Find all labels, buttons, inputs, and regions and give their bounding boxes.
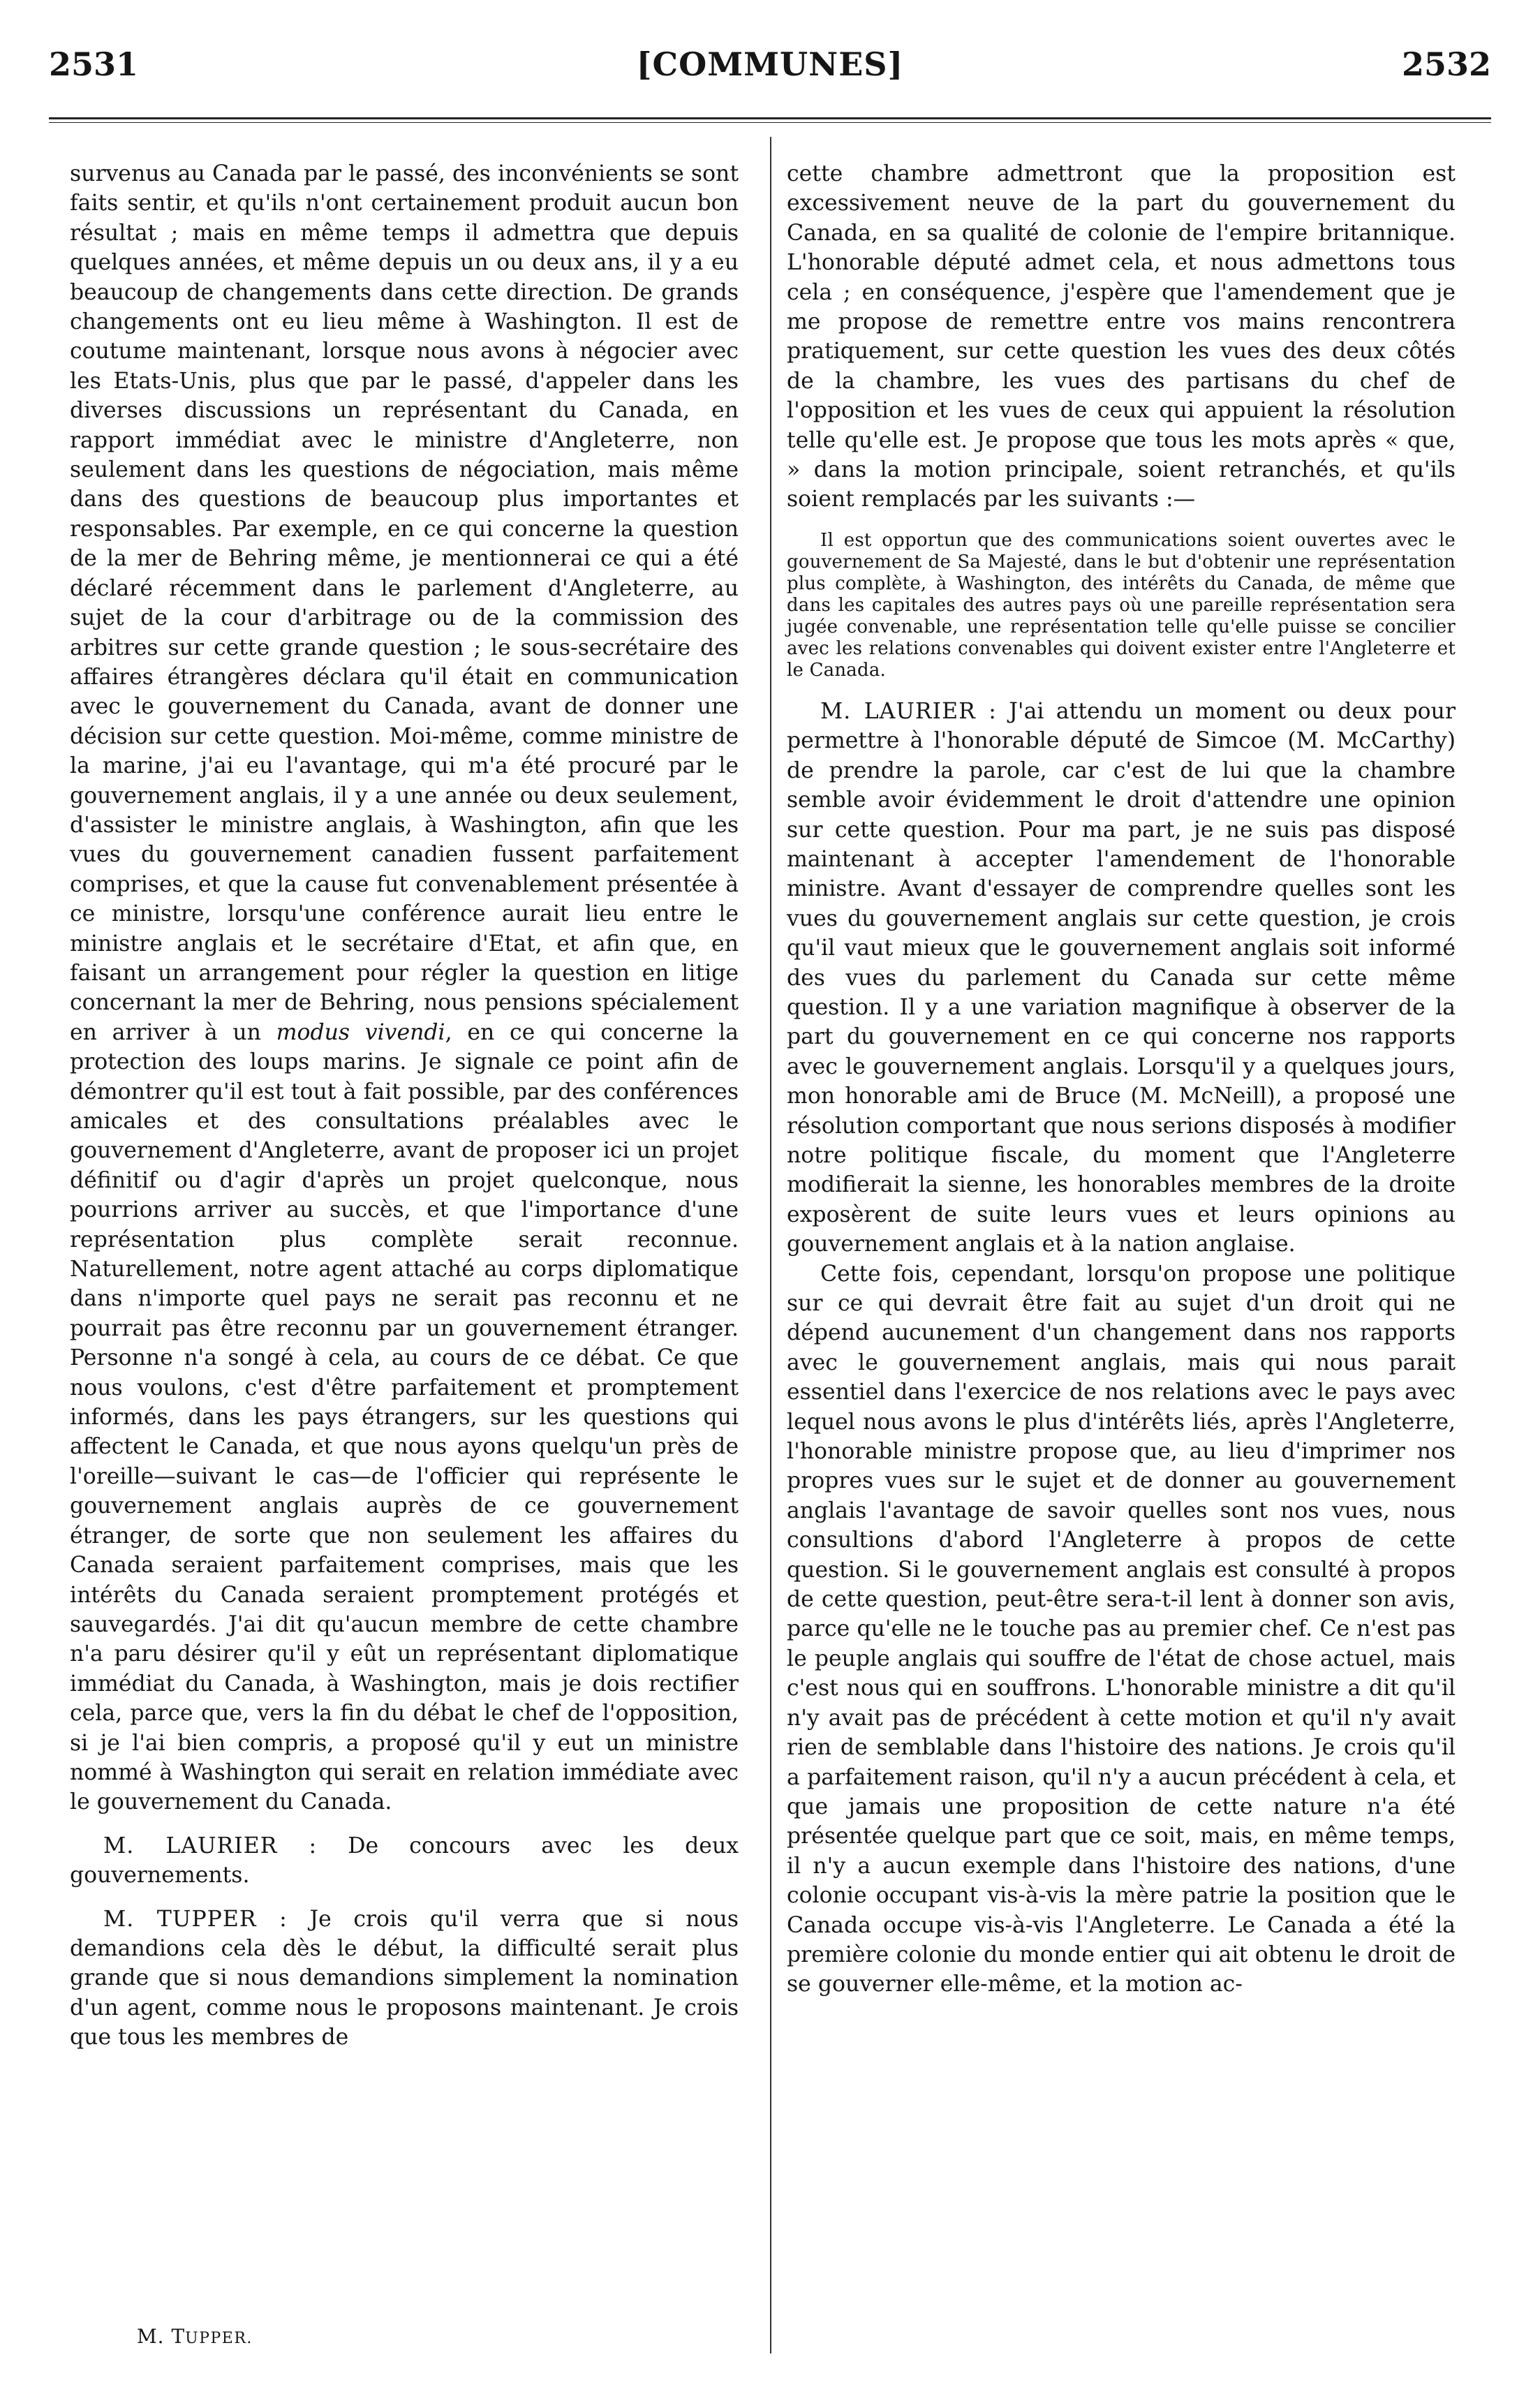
speech-text: J'ai attendu un moment ou deux pour permettre à l'honorable député de Simcoe (M. McCarthy) de prendre la parole, car c'est de lui que la chambre semble avoir évidemment le droit d'attendre une opinion sur cette question. Pour ma part, je ne suis pas disposé maintenant à accepter l'amendement de l'honorable ministre. Avant d'essayer de comprendre quelles sont les vues du gouvernement anglais sur cette question, je crois qu'il vaut mieux que le gouvernement anglais soit informé des vues du parlement du Canada sur cette même question. Il y a une variation magnifique à observer de la part du gouvernement en ce qui concerne nos rapports avec le gouvernement anglais. Lorsqu'il y a quelques jours, mon honorable ami de Bruce (M. McNeill), a proposé une résolution comportant que nous serions disposés à modifier notre politique fiscale, du moment que l'Angleterre modifierait la sienne, les honorables membres de la droite exposèrent de suite leurs vues et leurs opinions au gouvernement anglais et à la nation anglaise. — [787, 698, 1456, 1257]
speaker-name: M. LAURIER : — [820, 698, 997, 724]
page-header — [49, 36, 1491, 92]
speaker-name: M. LAURIER : — [103, 1833, 318, 1858]
speech-text: Je crois qu'il verra que si nous demandions cela dès le début, la difficulté serait plus grande que si nous demandions simplement la nomination d'un agent, comme nous le proposons maintenant. Je crois que tous les membres de — [70, 1906, 739, 2050]
paragraph — [70, 159, 739, 1817]
right-column — [787, 159, 1456, 2000]
speech-text: De concours avec les deux gouvernements. — [70, 1833, 739, 1889]
speaker-signature — [137, 2325, 253, 2348]
italic-phrase: modus vivendi — [276, 1019, 445, 1045]
paragraph: cette chambre admettront que la proposition est excessivement neuve de la part du gouvernement du Canada, en sa qualité de colonie de l'empire britannique. L'honorable député admet cela, et nous admettons tous cela ; en conséquence, j'espère que l'amendement que je me propose de remettre entre vos mains rencontrera pratiquement, sur cette question les vues des deux côtés de la chambre, les vues des partisans du chef de l'opposition et les vues de ceux qui appuient la résolution telle qu'elle est. Je propose que tous les mots après « que, » dans la motion principale, soient retranchés, et qu'ils soient remplacés par les suivants :— — [787, 161, 1456, 512]
speaker-name: M. TUPPER : — [103, 1906, 288, 1932]
speech — [70, 1831, 739, 1891]
signature-rest: UPPER. — [185, 2330, 253, 2347]
page-number-left: 2531 — [49, 45, 139, 83]
paragraph-text: survenus au Canada par le passé, des inconvénients se sont faits sentir, et qu'ils n'ont certainement produit aucun bon résultat ; mais en même temps il admettra que depuis quelques années, et même depuis un ou deux ans, il y a eu beaucoup de changements dans cette direction. De grands changements ont eu lieu même à Washington. Il est de coutume maintenant, lorsque nous avons à négocier avec les Etats-Unis, plus que par le passé, d'appeler dans les diverses discussions un représentant du Canada, en rapport immédiat avec le ministre d'Angleterre, non seulement dans les questions de négociation, mais même dans des questions de beaucoup plus importantes et responsables. Par exemple, en ce qui concerne la question de la mer de Behring même, je mentionnerai ce qui a été déclaré récemment dans le parlement d'Angleterre, au sujet de la cour d'arbitrage ou de la commission des arbitres sur cette grande question ; le sous-secrétaire des affaires étrangères déclara qu'il était en communication avec le gouvernement du Canada, avant de donner une décision sur cette question. Moi-même, comme ministre de la marine, j'ai eu l'avantage, qui m'a été procuré par le gouvernement anglais, il y a une année ou deux seulement, d'assister le ministre anglais, à Washington, afin que les vues du gouvernement canadien fussent parfaitement comprises, et que la cause fut convenablement présentée à ce ministre, lorsqu'une conférence aurait lieu entre le ministre anglais et le secrétaire d'Etat, et afin que, en faisant un arrangement pour régler la question en litige concernant la mer de Behring, nous pensions spécialement en arriver à un — [70, 161, 739, 1045]
paragraph-text: , en ce qui concerne la protection des loups marins. Je signale ce point afin de démontrer qu'il est tout à fait possible, par des conférences amicales et des consultations préalables avec le gouvernement d'Angleterre, avant de proposer ici un projet définitif ou d'agir d'après un projet quelconque, nous pourrions arriver au succès, et que l'importance d'une représentation plus complète serait reconnue. Naturellement, notre agent attaché au corps diplomatique dans n'importe quel pays ne serait pas reconnu et ne pourrait pas être reconnu par un gouvernement étranger. Personne n'a songé à cela, au cours de ce débat. Ce que nous voulons, c'est d'être parfaitement et promptement informés, dans les pays étrangers, sur les questions qui affectent le Canada, et que nous ayons quelqu'un près de l'oreille—suivant le cas—de l'officier qui représente le gouvernement anglais auprès de ce gouvernement étranger, de sorte que non seulement les affaires du Canada seraient parfaitement comprises, mais que les intérêts du Canada seraient promptement protégés et sauvegardés. J'ai dit qu'aucun membre de cette chambre n'a paru désirer qu'il y eût un représentant diplomatique immédiat du Canada, à Washington, mais je dois rectifier cela, parce que, vers la fin du débat le chef de l'opposition, si je l'ai bien compris, a proposé qu'il y eut un ministre nommé à Washington qui serait en relation immédiate avec le gouvernement du Canada. — [70, 1019, 739, 1815]
page-title: [COMMUNES] — [636, 45, 904, 83]
column-divider — [770, 137, 771, 2353]
signature-prefix: M. T — [137, 2325, 186, 2348]
speech — [787, 697, 1456, 1259]
paragraph: Cette fois, cependant, lorsqu'on propose une politique sur ce qui devrait être fait au sujet d'un droit qui ne dépend aucunement d'un changement dans nos rapports avec le gouvernement anglais, mais qui nous parait essentiel dans l'exercice de nos relations avec le pays avec lequel nous avons le plus d'intérêts liés, après l'Angleterre, l'honorable ministre propose que, au lieu d'imprimer nos propres vues sur le sujet et de donner au gouvernement anglais l'avantage de savoir quelles sont nos vues, nous consultions d'abord l'Angleterre à propos de cette question. Si le gouvernement anglais est consulté à propos de cette question, peut-être sera-t-il lent à donner son avis, parce qu'elle ne le touche pas au premier chef. Ce n'est pas le peuple anglais qui souffre de l'état de chose actuel, mais c'est nous qui en souffrons. L'honorable ministre a dit qu'il n'y avait pas de précédent à cette motion et qu'il n'y avait rien de semblable dans l'histoire des nations. Je crois qu'il a parfaitement raison, qu'il n'y a aucun précédent à cela, et que jamais une proposition de cette nature n'a été présentée quelque part que ce soit, mais, en même temps, il n'y a aucun exemple dans l'histoire des nations, d'une colonie occupant vis-à-vis la mère patrie la position que le Canada occupe vis-à-vis l'Angleterre. Le Canada a été la première colonie du monde entier qui ait obtenu le droit de se gouverner elle-même, et la motion ac- — [787, 1261, 1456, 1997]
motion-quote: Il est opportun que des communications soient ouvertes avec le gouvernement de Sa Majesté, dans le but d'obtenir une représentation plus complète, à Washington, des intérêts du Canada, de même que dans les capitales des autres pays où une pareille représentation sera jugée convenable, une représentation telle qu'elle puisse se concilier avec les relations convenables qui doivent exister entre l'Angleterre et le Canada. — [787, 529, 1456, 681]
left-column — [70, 159, 739, 2053]
speech — [70, 1905, 739, 2053]
page-number-right: 2532 — [1401, 45, 1491, 83]
header-rule — [49, 117, 1491, 123]
